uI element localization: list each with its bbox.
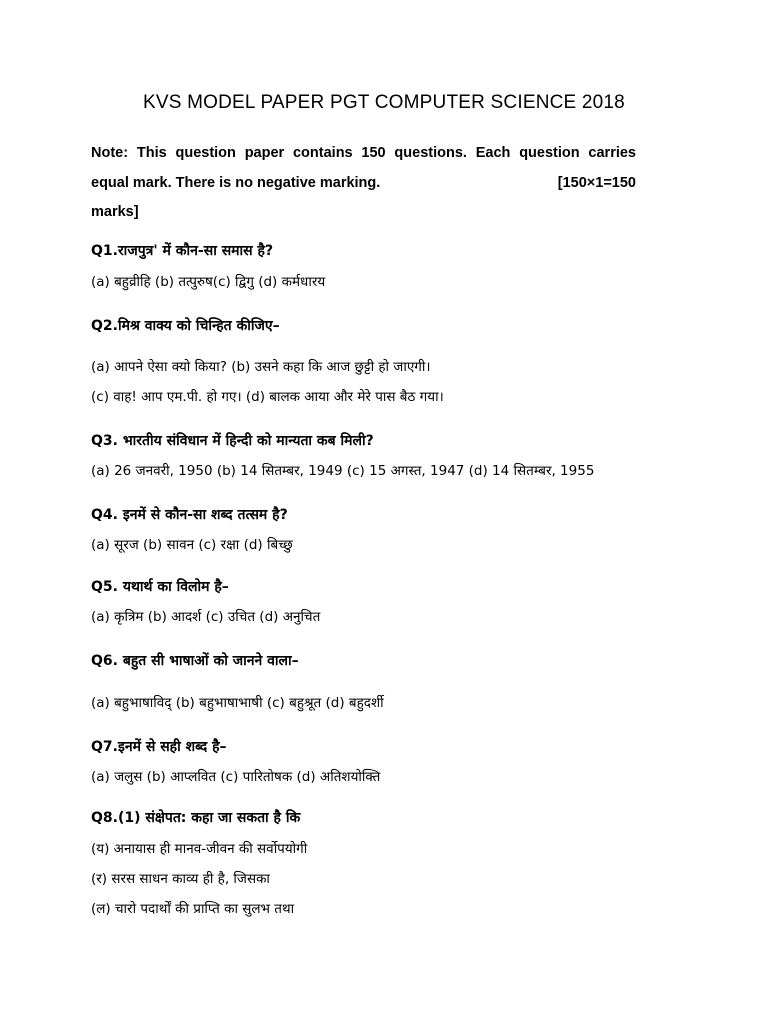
- question-2: Q2.मिश्र वाक्य को चिन्हित कीजिए–: [91, 318, 280, 334]
- question-5-options: (a) कृत्रिम (b) आदर्श (c) उचित (d) अनुचित: [91, 609, 321, 625]
- question-6-options: (a) बहुभाषाविद् (b) बहुभाषाभाषी (c) बहुश्रूत (d) बहुदर्शी: [91, 695, 384, 711]
- question-4: Q4. इनमें से कौन-सा शब्द तत्सम है?: [91, 507, 288, 523]
- note-line-2: [91, 169, 636, 199]
- marks-breakdown: [150×1=150: [557, 174, 636, 191]
- question-8-line-1: (य) अनायास ही मानव-जीवन की सर्वोपयोगी: [91, 841, 308, 857]
- question-5: Q5. यथार्थ का विलोम है–: [91, 579, 229, 595]
- instructions-note: [91, 139, 636, 228]
- note-line-3: marks]: [91, 204, 139, 220]
- question-7-options: (a) जलुस (b) आप्लवित (c) पारितोषक (d) अतिशयोक्ति: [91, 769, 381, 785]
- question-7: Q7.इनमें से सही शब्द है–: [91, 739, 227, 755]
- question-1: Q1.राजपुत्र' में कौन-सा समास है?: [91, 243, 274, 259]
- question-8: Q8.(1) संक्षेपत: कहा जा सकता है कि: [91, 810, 301, 826]
- question-3: Q3. भारतीय संविधान में हिन्दी को मान्यता कब मिली?: [91, 433, 374, 449]
- question-3-options: (a) 26 जनवरी, 1950 (b) 14 सितम्बर, 1949 (c) 15 अगस्त, 1947 (d) 14 सितम्बर, 1955: [91, 463, 595, 479]
- question-1-options: (a) बहुव्रीहि (b) तत्पुरुष(c) द्विगु (d) कर्मधारय: [91, 274, 326, 290]
- question-2-options-line-2: (c) वाह! आप एम.पी. हो गए। (d) बालक आया और मेरे पास बैठ गया।: [91, 389, 444, 405]
- question-6: Q6. बहुत सी भाषाओं को जानने वाला–: [91, 653, 299, 669]
- question-8-line-3: (ल) चारो पदार्थों की प्राप्ति का सुलभ तथा: [91, 901, 295, 917]
- page-title: KVS MODEL PAPER PGT COMPUTER SCIENCE 2018: [143, 92, 625, 113]
- note-line-2-text: equal mark. There is no negative marking.: [91, 174, 381, 191]
- note-line-1: Note: This question paper contains 150 questions. Each question carries: [91, 145, 636, 161]
- question-4-options: (a) सूरज (b) सावन (c) रक्षा (d) बिच्छु: [91, 537, 293, 553]
- question-8-line-2: (र) सरस साधन काव्य ही है, जिसका: [91, 871, 270, 887]
- question-2-options-line-1: (a) आपने ऐसा क्यो किया? (b) उसने कहा कि आज छुट्टी हो जाएगी।: [91, 359, 431, 375]
